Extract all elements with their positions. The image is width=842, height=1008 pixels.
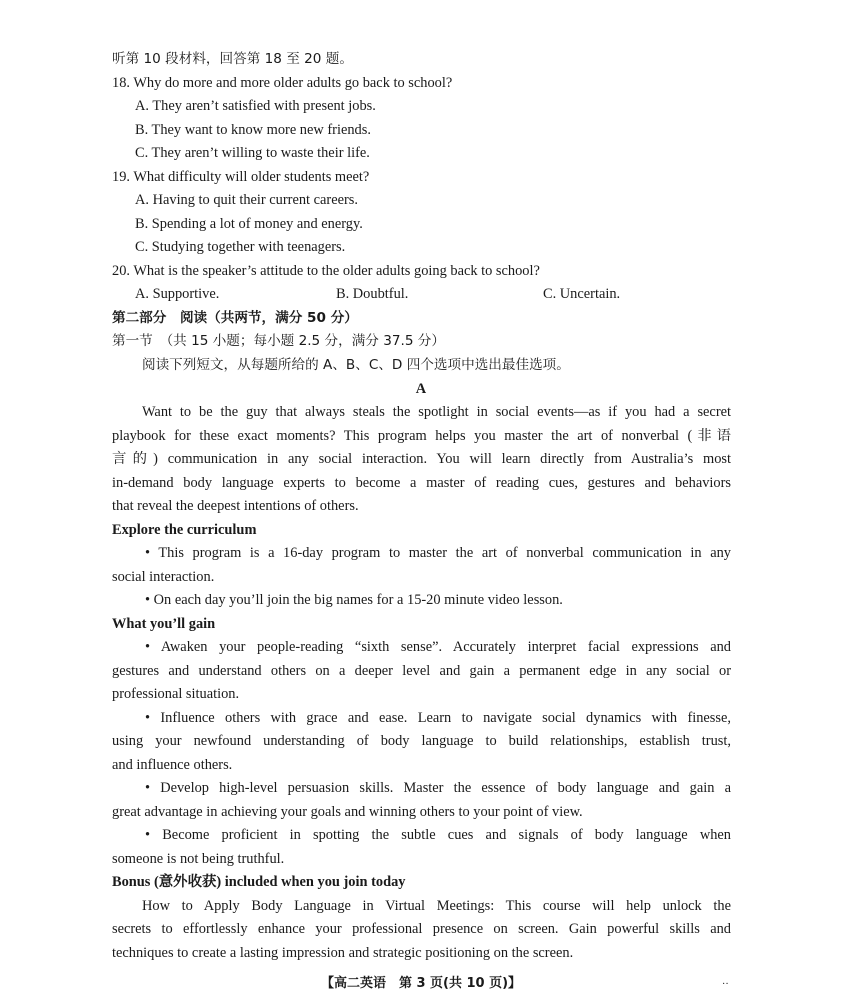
reading-part-title: 第二部分 阅读（共两节，满分 50 分）: [112, 310, 358, 326]
gain-line: • Influence others with grace and ease. Learn to navigate social dynamics with finesse,: [145, 710, 731, 726]
corner-mark: ··: [722, 979, 729, 990]
question-20-option-a: A. Supportive.: [135, 286, 220, 302]
question-18-option-a: A. They aren’t satisfied with present jobs.: [135, 98, 376, 114]
gain-line: • Awaken your people-reading “sixth sense”. Accurately interpret facial expressions and: [145, 639, 731, 655]
passage-label: A: [415, 381, 427, 397]
question-19-stem: 19. What difficulty will older students meet?: [112, 169, 370, 185]
gain-line: using your newfound understanding of body language to build relationships, establish trust,: [112, 733, 731, 749]
gain-line: gestures and understand others on a deeper level and gain a permanent edge in any social or: [112, 663, 731, 679]
reading-section-title: 第一节 （共 15 小题；每小题 2.5 分，满分 37.5 分）: [112, 333, 445, 349]
curriculum-heading: Explore the curriculum: [112, 522, 257, 538]
reading-instruction: 阅读下列短文，从每题所给的 A、B、C、D 四个选项中选出最佳选项。: [142, 357, 570, 373]
question-18-stem: 18. Why do more and more older adults go back to school?: [112, 75, 453, 91]
question-19-option-a: A. Having to quit their current careers.: [135, 192, 358, 208]
gain-line: • Become proficient in spotting the subtle cues and signals of body language when: [145, 827, 731, 843]
gain-line: someone is not being truthful.: [112, 851, 285, 867]
intro-line: 言的) communication in any social interaction. You will learn directly from Australia’s most: [112, 451, 731, 467]
bonus-line: How to Apply Body Language in Virtual Meetings: This course will help unlock the: [142, 898, 731, 914]
question-20-option-c: C. Uncertain.: [543, 286, 621, 302]
intro-line: in-demand body language experts to become a master of reading cues, gestures and behaviors: [112, 475, 731, 491]
gain-line: great advantage in achieving your goals and winning others to your point of view.: [112, 804, 583, 820]
page-footer: 【高二英语 第 3 页(共 10 页)】: [320, 976, 522, 991]
gain-line: • Develop high-level persuasion skills. Master the essence of body language and gain a: [145, 780, 731, 796]
question-19-option-c: C. Studying together with teenagers.: [135, 239, 346, 255]
listening-section-note: 听第 10 段材料，回答第 18 至 20 题。: [112, 51, 353, 67]
bonus-line: techniques to create a lasting impression and strategic positioning on the screen.: [112, 945, 574, 961]
gain-heading: What you’ll gain: [112, 616, 216, 632]
question-18-option-c: C. They aren’t willing to waste their life.: [135, 145, 370, 161]
question-20-stem: 20. What is the speaker’s attitude to the older adults going back to school?: [112, 263, 540, 279]
question-18-option-b: B. They want to know more new friends.: [135, 122, 371, 138]
intro-line: that reveal the deepest intentions of others.: [112, 498, 359, 514]
curriculum-line: • This program is a 16-day program to master the art of nonverbal communication in any: [145, 545, 731, 561]
gain-line: and influence others.: [112, 757, 233, 773]
bonus-line: secrets to effortlessly enhance your professional presence on screen. Gain powerful skills and: [112, 921, 731, 937]
intro-line: Want to be the guy that always steals the spotlight in social events—as if you had a secret: [142, 404, 731, 420]
curriculum-line: • On each day you’ll join the big names for a 15-20 minute video lesson.: [145, 592, 563, 608]
question-20-option-b: B. Doubtful.: [336, 286, 409, 302]
curriculum-line: social interaction.: [112, 569, 215, 585]
intro-line: playbook for these exact moments? This program helps you master the art of nonverbal (非语: [112, 428, 731, 444]
gain-line: professional situation.: [112, 686, 240, 702]
bonus-heading: Bonus (意外收获) included when you join today: [112, 874, 406, 890]
question-19-option-b: B. Spending a lot of money and energy.: [135, 216, 363, 232]
